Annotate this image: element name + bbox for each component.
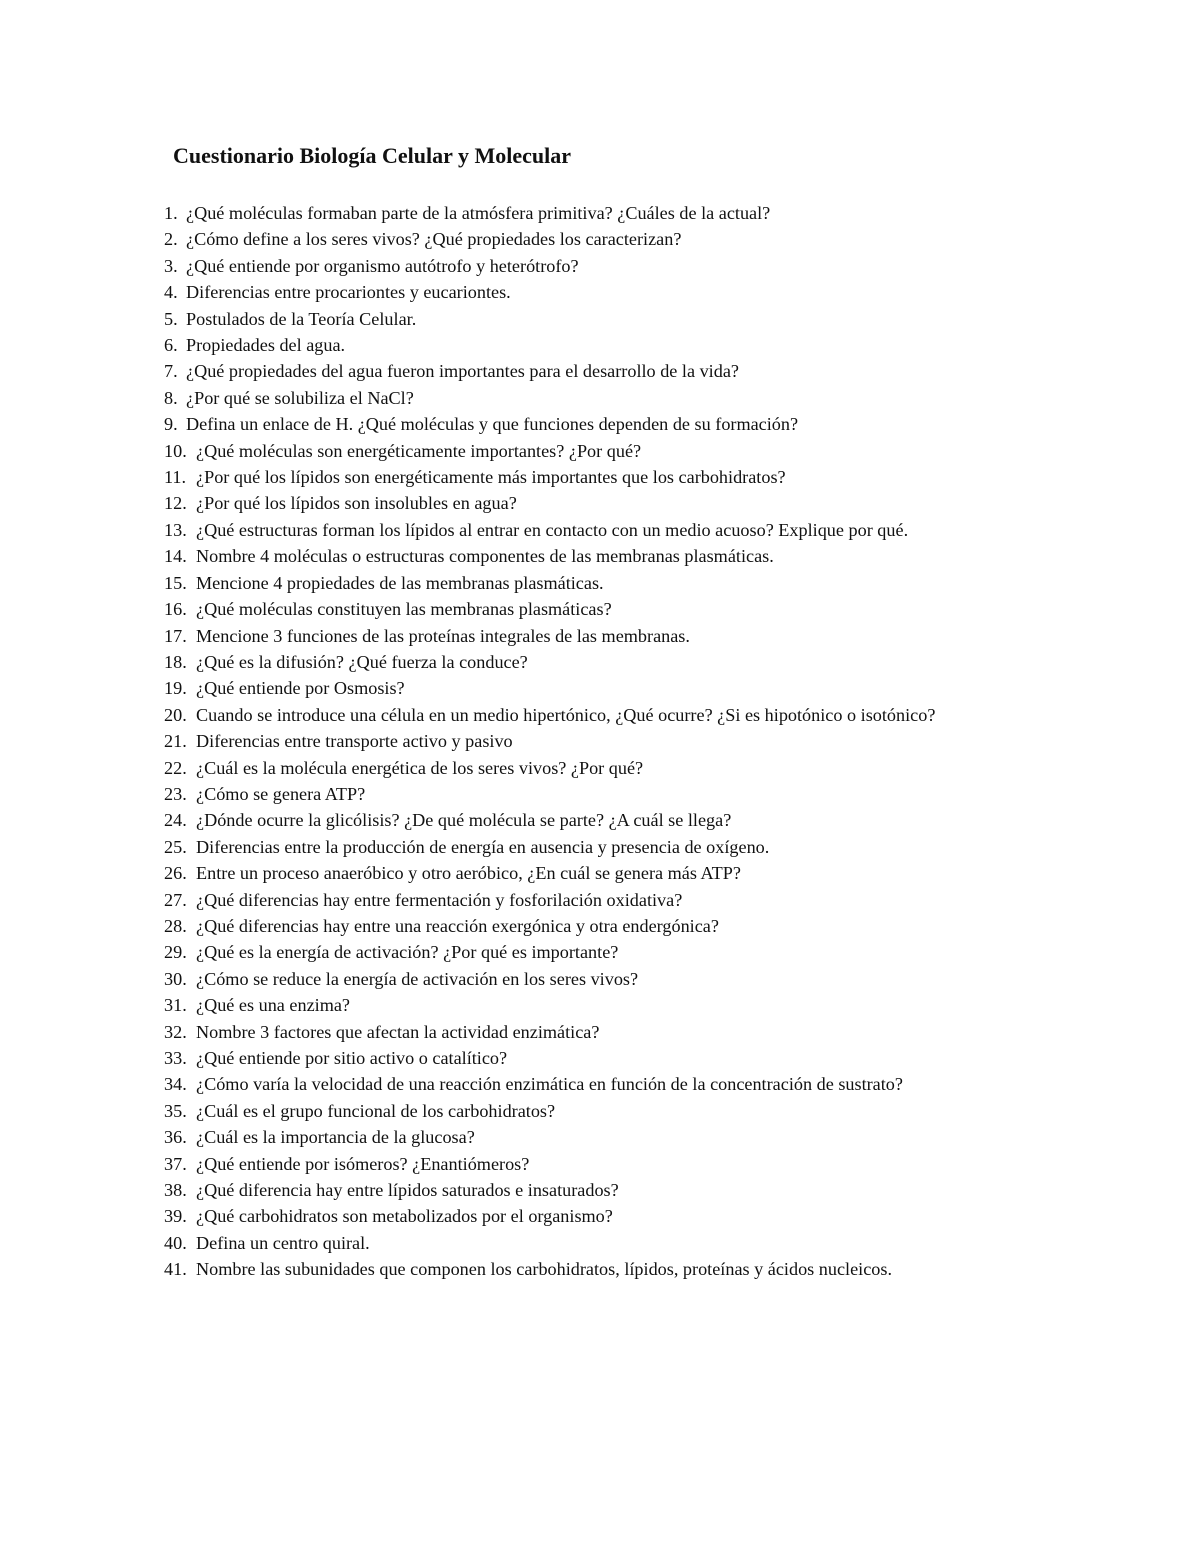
- question-text: Mencione 3 funciones de las proteínas integrales de las membranas.: [196, 625, 690, 646]
- question-text: ¿Qué entiende por Osmosis?: [196, 678, 405, 699]
- question-item: [164, 385, 1044, 411]
- question-text: Diferencias entre la producción de energía en ausencia y presencia de oxígeno.: [196, 836, 770, 857]
- question-number: 15.: [164, 572, 187, 593]
- question-text: ¿Por qué los lípidos son energéticamente más importantes que los carbohidratos?: [196, 467, 786, 488]
- question-text: ¿Qué entiende por sitio activo o catalítico?: [196, 1048, 508, 1068]
- question-item: [164, 226, 1044, 252]
- question-text: ¿Cuál es la molécula energética de los seres vivos? ¿Por qué?: [196, 757, 644, 778]
- question-text: ¿Qué moléculas constituyen las membranas plasmáticas?: [196, 599, 612, 620]
- question-number: 33.: [164, 1048, 187, 1068]
- question-text: ¿Dónde ocurre la glicólisis? ¿De qué molécula se parte? ¿A cuál se llega?: [196, 810, 732, 831]
- question-item: [164, 1071, 1044, 1097]
- question-number: 31.: [164, 995, 187, 1016]
- question-number: 36.: [164, 1127, 187, 1148]
- question-number: 22.: [164, 757, 187, 778]
- question-item: [164, 728, 1044, 754]
- question-text: Propiedades del agua.: [186, 335, 346, 356]
- question-item: [164, 913, 1044, 939]
- question-item: [164, 490, 1044, 516]
- question-text: ¿Cómo se reduce la energía de activación en los seres vivos?: [196, 968, 639, 989]
- question-item: [164, 596, 1044, 622]
- question-text: ¿Qué estructuras forman los lípidos al entrar en contacto con un medio acuoso? Explique por qué.: [196, 519, 909, 540]
- document-title: Cuestionario Biología Celular y Molecular: [173, 143, 572, 168]
- question-item: [164, 860, 1044, 886]
- question-number: 4.: [164, 282, 178, 303]
- question-text: ¿Cuál es la importancia de la glucosa?: [196, 1127, 475, 1148]
- question-text: Mencione 4 propiedades de las membranas plasmáticas.: [196, 572, 604, 593]
- question-item: [164, 675, 1044, 701]
- question-item: [164, 1124, 1044, 1150]
- question-number: 16.: [164, 599, 187, 620]
- question-item: [164, 1098, 1044, 1124]
- question-number: 10.: [164, 440, 187, 461]
- question-number: 34.: [164, 1074, 187, 1095]
- question-item: [164, 755, 1044, 781]
- question-text: ¿Qué es la difusión? ¿Qué fuerza la conduce?: [196, 651, 528, 672]
- question-item: [164, 306, 1044, 332]
- question-text: ¿Qué diferencia hay entre lípidos saturados e insaturados?: [196, 1180, 619, 1201]
- question-item: [164, 517, 1044, 543]
- question-number: 29.: [164, 942, 187, 963]
- question-number: 13.: [164, 519, 187, 540]
- question-item: [164, 834, 1044, 860]
- question-text: Entre un proceso anaeróbico y otro aeróbico, ¿En cuál se genera más ATP?: [196, 863, 741, 884]
- question-text: Nombre 3 factores que afectan la actividad enzimática?: [196, 1021, 600, 1042]
- question-text: ¿Qué carbohidratos son metabolizados por el organismo?: [196, 1206, 613, 1227]
- question-item: [164, 411, 1044, 437]
- question-number: 1.: [164, 203, 178, 223]
- question-number: 6.: [164, 335, 178, 356]
- question-number: 7.: [164, 361, 178, 382]
- question-item: [164, 358, 1044, 384]
- question-number: 3.: [164, 255, 178, 276]
- question-number: 38.: [164, 1180, 187, 1201]
- question-number: 5.: [164, 308, 178, 329]
- question-item: [164, 253, 1044, 279]
- question-number: 37.: [164, 1153, 187, 1174]
- question-number: 27.: [164, 889, 187, 910]
- question-text: ¿Qué moléculas formaban parte de la atmósfera primitiva? ¿Cuáles de la actual?: [186, 203, 771, 223]
- question-text: ¿Cuál es el grupo funcional de los carbohidratos?: [196, 1100, 556, 1121]
- question-item: [164, 438, 1044, 464]
- question-text: ¿Por qué se solubiliza el NaCl?: [186, 387, 414, 408]
- question-number: 40.: [164, 1232, 187, 1253]
- question-text: Nombre las subunidades que componen los carbohidratos, lípidos, proteínas y ácidos nucleicos.: [196, 1259, 893, 1280]
- question-number: 41.: [164, 1259, 187, 1280]
- question-text: Cuando se introduce una célula en un medio hipertónico, ¿Qué ocurre? ¿Si es hipotónico o isotónico?: [196, 704, 936, 725]
- question-text: Defina un enlace de H. ¿Qué moléculas y que funciones dependen de su formación?: [186, 414, 799, 435]
- question-number: 18.: [164, 651, 187, 672]
- question-item: [164, 702, 1044, 728]
- question-number: 28.: [164, 915, 187, 936]
- question-text: ¿Qué es la energía de activación? ¿Por qué es importante?: [196, 942, 619, 963]
- question-number: 30.: [164, 968, 187, 989]
- question-text: Diferencias entre procariontes y eucariontes.: [186, 282, 511, 303]
- question-item: [164, 464, 1044, 490]
- question-item: [164, 1045, 1044, 1071]
- question-text: ¿Cómo define a los seres vivos? ¿Qué propiedades los caracterizan?: [186, 229, 682, 250]
- question-text: ¿Cómo varía la velocidad de una reacción enzimática en función de la concentración de sustrato?: [196, 1074, 903, 1095]
- question-text: ¿Qué entiende por isómeros? ¿Enantiómeros?: [196, 1153, 530, 1174]
- question-text: Postulados de la Teoría Celular.: [186, 308, 417, 329]
- question-number: 39.: [164, 1206, 187, 1227]
- question-item: [164, 623, 1044, 649]
- question-item: [164, 1203, 1044, 1229]
- question-number: 9.: [164, 414, 178, 435]
- question-text: ¿Qué moléculas son energéticamente importantes? ¿Por qué?: [196, 440, 642, 461]
- question-item: [164, 570, 1044, 596]
- question-text: Nombre 4 moléculas o estructuras componentes de las membranas plasmáticas.: [196, 546, 774, 567]
- question-number: 23.: [164, 783, 187, 804]
- question-item: [164, 966, 1044, 992]
- question-number: 2.: [164, 229, 178, 250]
- question-item: [164, 887, 1044, 913]
- question-number: 19.: [164, 678, 187, 699]
- question-item: [164, 1177, 1044, 1203]
- question-number: 24.: [164, 810, 187, 831]
- question-item: [164, 279, 1044, 305]
- question-number: 17.: [164, 625, 187, 646]
- question-number: 32.: [164, 1021, 187, 1042]
- question-number: 14.: [164, 546, 187, 567]
- question-item: [164, 1230, 1044, 1256]
- question-item: [164, 939, 1044, 965]
- question-item: [164, 543, 1044, 569]
- question-text: ¿Por qué los lípidos son insolubles en agua?: [196, 493, 517, 514]
- question-text: ¿Qué diferencias hay entre una reacción exergónica y otra endergónica?: [196, 915, 719, 936]
- question-number: 20.: [164, 704, 187, 725]
- question-item: [164, 807, 1044, 833]
- question-text: Defina un centro quiral.: [196, 1232, 370, 1253]
- question-item: [164, 992, 1044, 1018]
- question-number: 26.: [164, 863, 187, 884]
- question-text: ¿Cómo se genera ATP?: [196, 783, 366, 804]
- question-text: Diferencias entre transporte activo y pasivo: [196, 731, 513, 752]
- question-item: [164, 1151, 1044, 1177]
- question-item: [164, 781, 1044, 807]
- question-number: 12.: [164, 493, 187, 514]
- question-item: [164, 1256, 1044, 1282]
- question-text: ¿Qué propiedades del agua fueron importantes para el desarrollo de la vida?: [186, 361, 739, 382]
- question-text: ¿Qué es una enzima?: [196, 995, 351, 1016]
- question-number: 8.: [164, 387, 178, 408]
- question-number: 35.: [164, 1100, 187, 1121]
- question-number: 25.: [164, 836, 187, 857]
- question-number: 11.: [164, 467, 187, 488]
- question-item: [164, 649, 1044, 675]
- question-item: [164, 1019, 1044, 1045]
- question-item: [164, 332, 1044, 358]
- question-text: ¿Qué entiende por organismo autótrofo y heterótrofo?: [186, 255, 579, 276]
- question-text: ¿Qué diferencias hay entre fermentación y fosforilación oxidativa?: [196, 889, 683, 910]
- question-number: 21.: [164, 731, 187, 752]
- question-item: [164, 200, 1044, 226]
- question-list: [164, 200, 1044, 1283]
